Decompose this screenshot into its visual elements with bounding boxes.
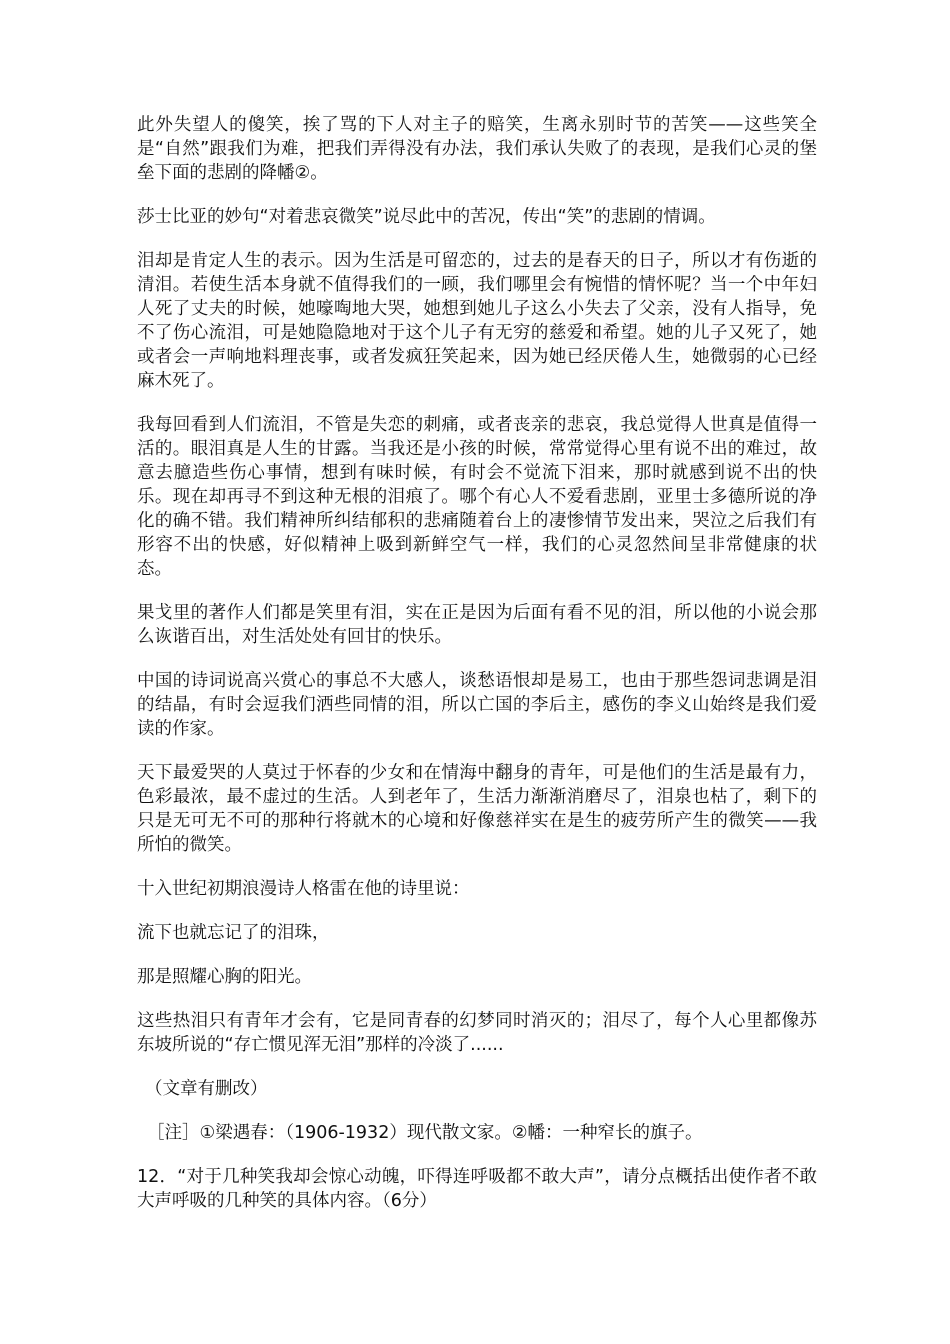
document-body xyxy=(137,113,817,1233)
footnotes: ［注］①梁遇春：（1906-1932）现代散文家。②幡：一种窄长的旗子。 xyxy=(147,1123,703,1143)
paragraph-8: 十入世纪初期浪漫诗人格雷在他的诗里说： xyxy=(137,879,470,899)
paragraph-6: 中国的诗词说高兴赏心的事总不大感人，谈愁语恨却是易工，也由于那些怨词悲调是泪的结晶，有时会逗我们洒些同情的泪，所以亡国的李后主，感伤的李义山始终是我们爱读的作家。 xyxy=(137,671,817,739)
paragraph-2: 莎士比亚的妙句“对着悲哀微笑”说尽此中的苦况，传出“笑”的悲剧的情调。 xyxy=(137,207,716,227)
paragraph-5: 果戈里的著作人们都是笑里有泪，实在正是因为后面有看不见的泪，所以他的小说会那么诙谐百出，对生活处处有回甘的快乐。 xyxy=(137,603,817,647)
paragraph-3: 泪却是肯定人生的表示。因为生活是可留恋的，过去的是春天的日子，所以才有伤逝的清泪。若使生活本身就不值得我们的一顾，我们哪里会有惋惜的情怀呢？当一个中年妇人死了丈夫的时候，她嚎啕地大哭，她想到她儿子这么小失去了父亲，没有人指导，免不了伤心流泪，可是她隐隐地对于这个儿子有无穷的慈爱和希望。她的儿子又死了，她或者会一声响地料理丧事，或者发疯狂笑起来，因为她已经厌倦人生，她微弱的心已经麻木死了。 xyxy=(137,251,817,391)
paragraph-1: 此外失望人的傻笑，挨了骂的下人对主子的赔笑，生离永别时节的苦笑——这些笑全是“自然”跟我们为难，把我们弄得没有办法，我们承认失败了的表现，是我们心灵的堡垒下面的悲剧的降幡②。 xyxy=(137,115,817,183)
question-12: 12．“对于几种笑我却会惊心动魄，吓得连呼吸都不敢大声”，请分点概括出使作者不敢大声呼吸的几种笑的具体内容。（6分） xyxy=(137,1167,817,1211)
poem-line-1: 流下也就忘记了的泪珠， xyxy=(137,923,330,943)
source-note: （文章有删改） xyxy=(145,1079,268,1099)
poem-line-2: 那是照耀心胸的阳光。 xyxy=(137,967,312,987)
paragraph-9: 这些热泪只有青年才会有，它是同青春的幻梦同时消灭的；泪尽了，每个人心里都像苏东坡所说的“存亡惯见浑无泪”那样的冷淡了...... xyxy=(137,1011,817,1055)
paragraph-4: 我每回看到人们流泪，不管是失恋的刺痛，或者丧亲的悲哀，我总觉得人世真是值得一活的。眼泪真是人生的甘露。当我还是小孩的时候，常常觉得心里有说不出的难过，故意去臆造些伤心事情，想到有味时候，有时会不觉流下泪来，那时就感到说不出的快乐。现在却再寻不到这种无根的泪痕了。哪个有心人不爱看悲剧，亚里士多德所说的净化的确不错。我们精神所纠结郁积的悲痛随着台上的凄惨情节发出来，哭泣之后我们有形容不出的快感，好似精神上吸到新鲜空气一样，我们的心灵忽然间呈非常健康的状态。 xyxy=(137,415,817,579)
paragraph-7: 天下最爱哭的人莫过于怀春的少女和在情海中翻身的青年，可是他们的生活是最有力，色彩最浓，最不虚过的生活。人到老年了，生活力渐渐消磨尽了，泪泉也枯了，剩下的只是无可无不可的那种行将就木的心境和好像慈祥实在是生的疲劳所产生的微笑——我所怕的微笑。 xyxy=(137,763,817,855)
